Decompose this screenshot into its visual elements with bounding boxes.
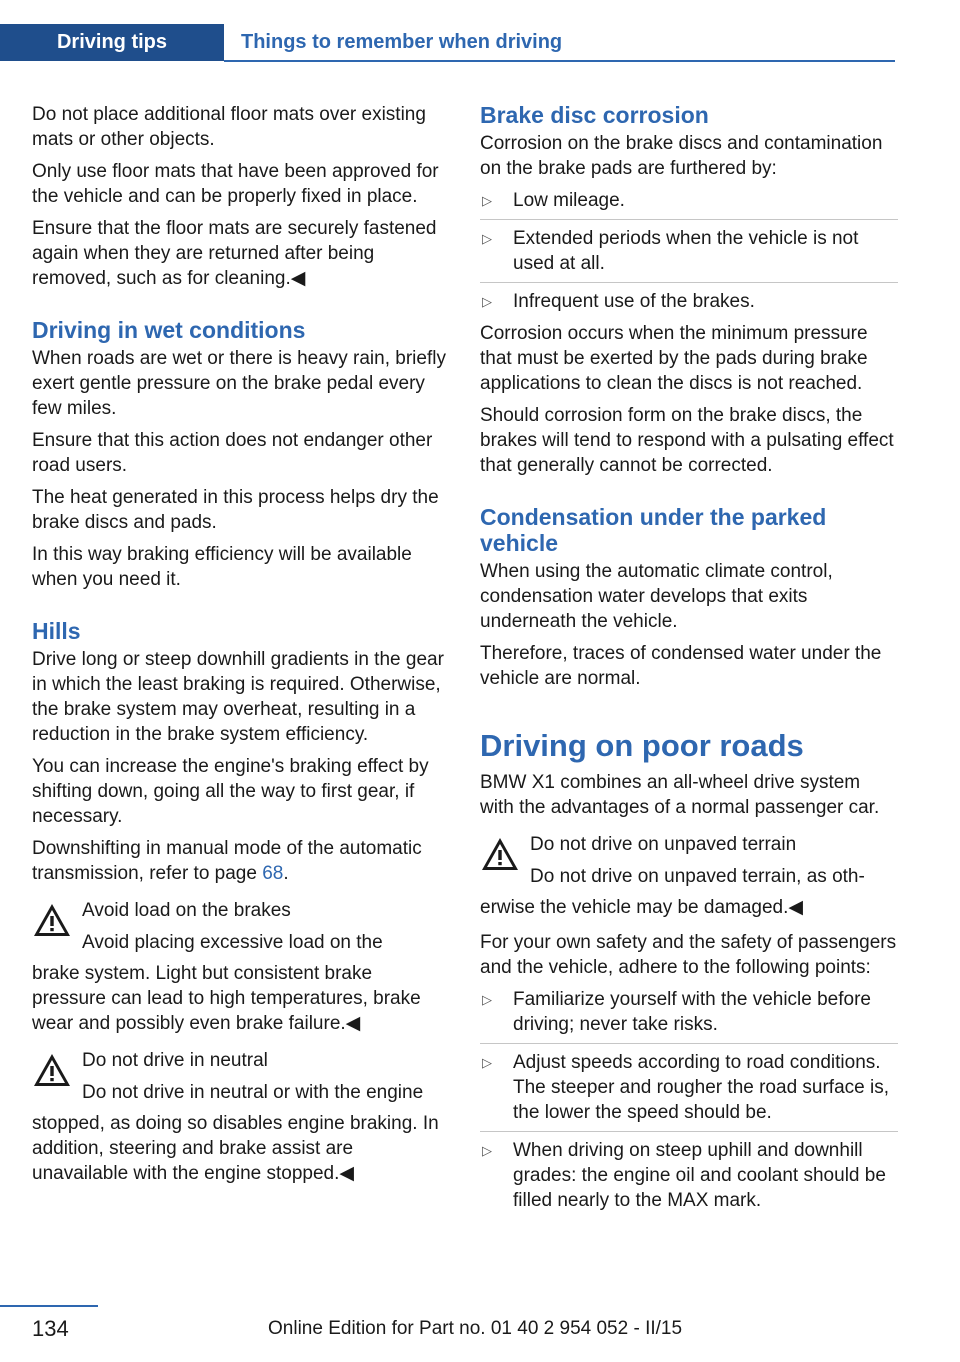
warning-triangle-icon [480, 836, 520, 872]
left-column [32, 102, 450, 1196]
triangle-bullet-icon: ▷ [482, 1143, 492, 1158]
warning-title: Do not drive in neutral [82, 1050, 268, 1071]
list-item [480, 289, 898, 314]
paragraph: You can increase the engine's braking effect by shifting down, going all the way to first gear, if necessary. [32, 756, 429, 827]
list-item-text: Infrequent use of the brakes. [513, 291, 755, 312]
paragraph: For your own safety and the safety of passengers and the vehicle, adhere to the following points: [480, 932, 897, 978]
paragraph: Ensure that this action does not endanger other road users. [32, 430, 433, 476]
paragraph: Only use floor mats that have been approved for the vehicle and can be properly fixed in place. [32, 161, 439, 207]
paragraph: When using the automatic climate control, condensation water develops that exits underneath the vehicle. [480, 561, 833, 632]
safety-list [480, 987, 898, 1213]
section-heading-hills: Hills [32, 618, 81, 644]
paragraph: Corrosion occurs when the minimum pressure that must be exerted by the pads during brake applications to clean the discs is not reached. [480, 323, 868, 394]
warning-title: Avoid load on the brakes [82, 900, 291, 921]
list-item-text: Adjust speeds according to road conditions. The steeper and rougher the road surface is, the lower the speed should be. [513, 1052, 890, 1123]
warning-text: erwise the vehicle may be damaged.◀ [480, 897, 803, 918]
header-divider [224, 60, 895, 62]
warning-text: Do not drive in neutral or with the engine [82, 1082, 424, 1103]
triangle-bullet-icon: ▷ [482, 231, 492, 246]
section-heading-wet: Driving in wet conditions [32, 317, 306, 343]
section-heading-condensation: Condensation under the parked vehicle [480, 504, 827, 556]
page-number: 134 [32, 1316, 69, 1341]
paragraph-text: Downshifting in manual mode of the automatic transmission, refer to page [32, 838, 422, 884]
edition-note: Online Edition for Part no. 01 40 2 954 052 - II/15 [268, 1318, 683, 1339]
paragraph: When roads are wet or there is heavy rain, briefly exert gentle pressure on the brake pedal every few miles. [32, 348, 446, 419]
triangle-bullet-icon: ▷ [482, 294, 492, 309]
warning-note [32, 1048, 450, 1186]
paragraph: Therefore, traces of condensed water under the vehicle are normal. [480, 643, 882, 689]
warning-text: stopped, as doing so disables engine braking. In addition, steering and brake assist are unavailable with the engine stopped.◀ [32, 1113, 439, 1184]
section-heading-corrosion: Brake disc corrosion [480, 102, 709, 128]
triangle-bullet-icon: ▷ [482, 193, 492, 208]
right-column [480, 102, 898, 1220]
warning-note [480, 832, 898, 920]
chapter-heading-poor-roads: Driving on poor roads [480, 728, 804, 763]
triangle-bullet-icon: ▷ [482, 992, 492, 1007]
paragraph: The heat generated in this process helps dry the brake discs and pads. [32, 487, 439, 533]
warning-title: Do not drive on unpaved terrain [530, 834, 797, 855]
paragraph: Ensure that the floor mats are securely fastened again when they are returned after being removed, such as for cleaning.◀ [32, 218, 437, 289]
list-item [480, 1138, 898, 1213]
warning-text: Avoid placing excessive load on the [82, 932, 383, 953]
chapter-tab: Things to remember when driving [241, 31, 563, 53]
triangle-bullet-icon: ▷ [482, 1055, 492, 1070]
warning-triangle-icon [32, 1052, 72, 1088]
paragraph [32, 836, 450, 886]
corrosion-list [480, 188, 898, 314]
paragraph: Should corrosion form on the brake discs, the brakes will tend to respond with a pulsating effect that generally cannot be corrected. [480, 405, 894, 476]
list-item [480, 987, 898, 1044]
list-item [480, 226, 898, 283]
warning-triangle-icon [32, 902, 72, 938]
paragraph: Do not place additional floor mats over existing mats or other objects. [32, 104, 426, 150]
list-item-text: Low mileage. [513, 190, 625, 211]
paragraph: Drive long or steep downhill gradients in the gear in which the least braking is required. Otherwise, the brake system may overheat, resulting in a reduction in the brake system efficiency. [32, 649, 444, 745]
list-item-text: When driving on steep uphill and downhill grades: the engine oil and coolant should be filled nearly to the MAX mark. [513, 1140, 886, 1211]
paragraph: BMW X1 combines an all-wheel drive system with the advantages of a normal passenger car. [480, 772, 880, 818]
punctuation: . [283, 863, 289, 884]
paragraph: In this way braking efficiency will be available when you need it. [32, 544, 412, 590]
warning-note [32, 898, 450, 1036]
list-item-text: Familiarize yourself with the vehicle before driving; never take risks. [513, 989, 871, 1035]
paragraph: Corrosion on the brake discs and contamination on the brake pads are furthered by: [480, 133, 883, 179]
page-header [0, 24, 895, 62]
warning-text: Do not drive on unpaved terrain, as oth- [530, 866, 865, 887]
list-item-text: Extended periods when the vehicle is not used at all. [513, 228, 859, 274]
warning-text: brake system. Light but consistent brake pressure can lead to high temperatures, brake wear and possibly even brake failure.◀ [32, 963, 421, 1034]
footer-divider [0, 1305, 98, 1307]
section-tab: Driving tips [0, 24, 224, 61]
page-link[interactable]: 68 [262, 863, 284, 884]
list-item [480, 1050, 898, 1132]
list-item [480, 188, 898, 220]
